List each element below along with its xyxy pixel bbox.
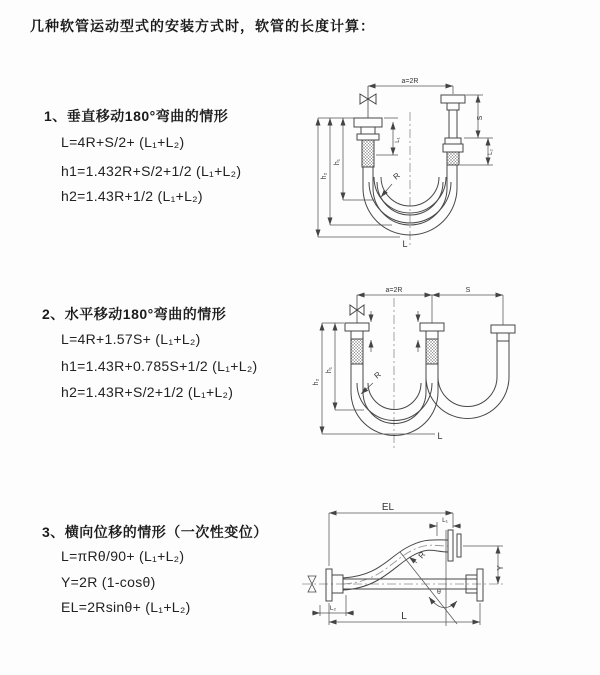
section1-formula-h2: h2=1.43R+1/2 (L₁+L₂) [61, 188, 203, 204]
hose-s-curve [343, 540, 448, 590]
dimension-lines [312, 513, 503, 626]
length-label: L [401, 611, 407, 622]
length-label: L [402, 239, 408, 249]
dim-label-y: Y [496, 565, 505, 571]
dim-label-l1: L₁ [442, 517, 448, 524]
section2-heading: 2、水平移动180°弯曲的情形 [42, 306, 227, 322]
theta-label: θ [437, 589, 441, 596]
dim-label-a2r: a=2R [401, 78, 419, 85]
left-fitting [345, 323, 369, 364]
section2-formula-h1: h1=1.43R+0.785S+1/2 (L₁+L₂) [61, 358, 258, 374]
dim-label-h2: h₂ [313, 378, 320, 386]
centerline [302, 545, 506, 584]
dim-label-l2: L₂ [488, 149, 494, 155]
section1-formula-L: L=4R+S/2+ (L₁+L₂) [61, 134, 185, 150]
diagram-lateral-displacement [296, 502, 596, 657]
diagram2-labels [313, 287, 471, 441]
diagram-horizontal-180-bend [308, 282, 598, 457]
dim-label-l1: L₁ [395, 137, 401, 143]
left-fitting [354, 118, 382, 167]
dim-label-h1: h₁ [334, 158, 341, 166]
left-flange [326, 569, 343, 601]
right-fitting [491, 325, 515, 377]
radius-label: R [391, 170, 402, 182]
radius-label: R [372, 369, 383, 381]
dim-label-h2: h₂ [321, 172, 328, 180]
drawing-lines [354, 86, 465, 235]
dim-label-el: EL [381, 502, 395, 513]
dim-label-s: S [477, 115, 484, 121]
section3-formula-L: L=πRθ/90+ (L₁+L₂) [61, 548, 185, 564]
section3-formula-EL: EL=2Rsinθ+ (L₁+L₂) [61, 599, 191, 615]
section2-formula-h2: h2=1.43R+S/2+1/2 (L₁+L₂) [61, 384, 234, 400]
drawing-lines [345, 295, 515, 436]
upper-flange [448, 530, 461, 561]
section1-formula-h1: h1=1.432R+S/2+1/2 (L₁+L₂) [61, 163, 242, 179]
length-label: L [437, 431, 443, 441]
drawing-lines [308, 530, 483, 601]
radius-label: R [416, 550, 428, 561]
page-title: 几种软管运动型式的安装方式时，软管的长度计算： [30, 18, 375, 34]
dim-label-s: S [465, 287, 471, 294]
middle-fitting [420, 323, 444, 364]
diagram3-labels [330, 502, 505, 622]
diagram-vertical-180-bend [310, 70, 590, 260]
right-flange [466, 569, 483, 601]
section1-heading: 1、垂直移动180°弯曲的情形 [44, 108, 229, 124]
dim-label-h1: h₁ [326, 366, 333, 374]
dim-label-l2: L₂ [329, 605, 337, 612]
dim-label-a2r: a=2R [385, 287, 403, 294]
section3-heading: 3、横向位移的情形（一次性变位） [42, 524, 268, 540]
section3-formula-Y: Y=2R (1-cosθ) [61, 574, 156, 590]
right-fitting [441, 95, 465, 165]
section2-formula-L: L=4R+1.57S+ (L₁+L₂) [61, 331, 201, 347]
dimension-lines [322, 295, 503, 434]
